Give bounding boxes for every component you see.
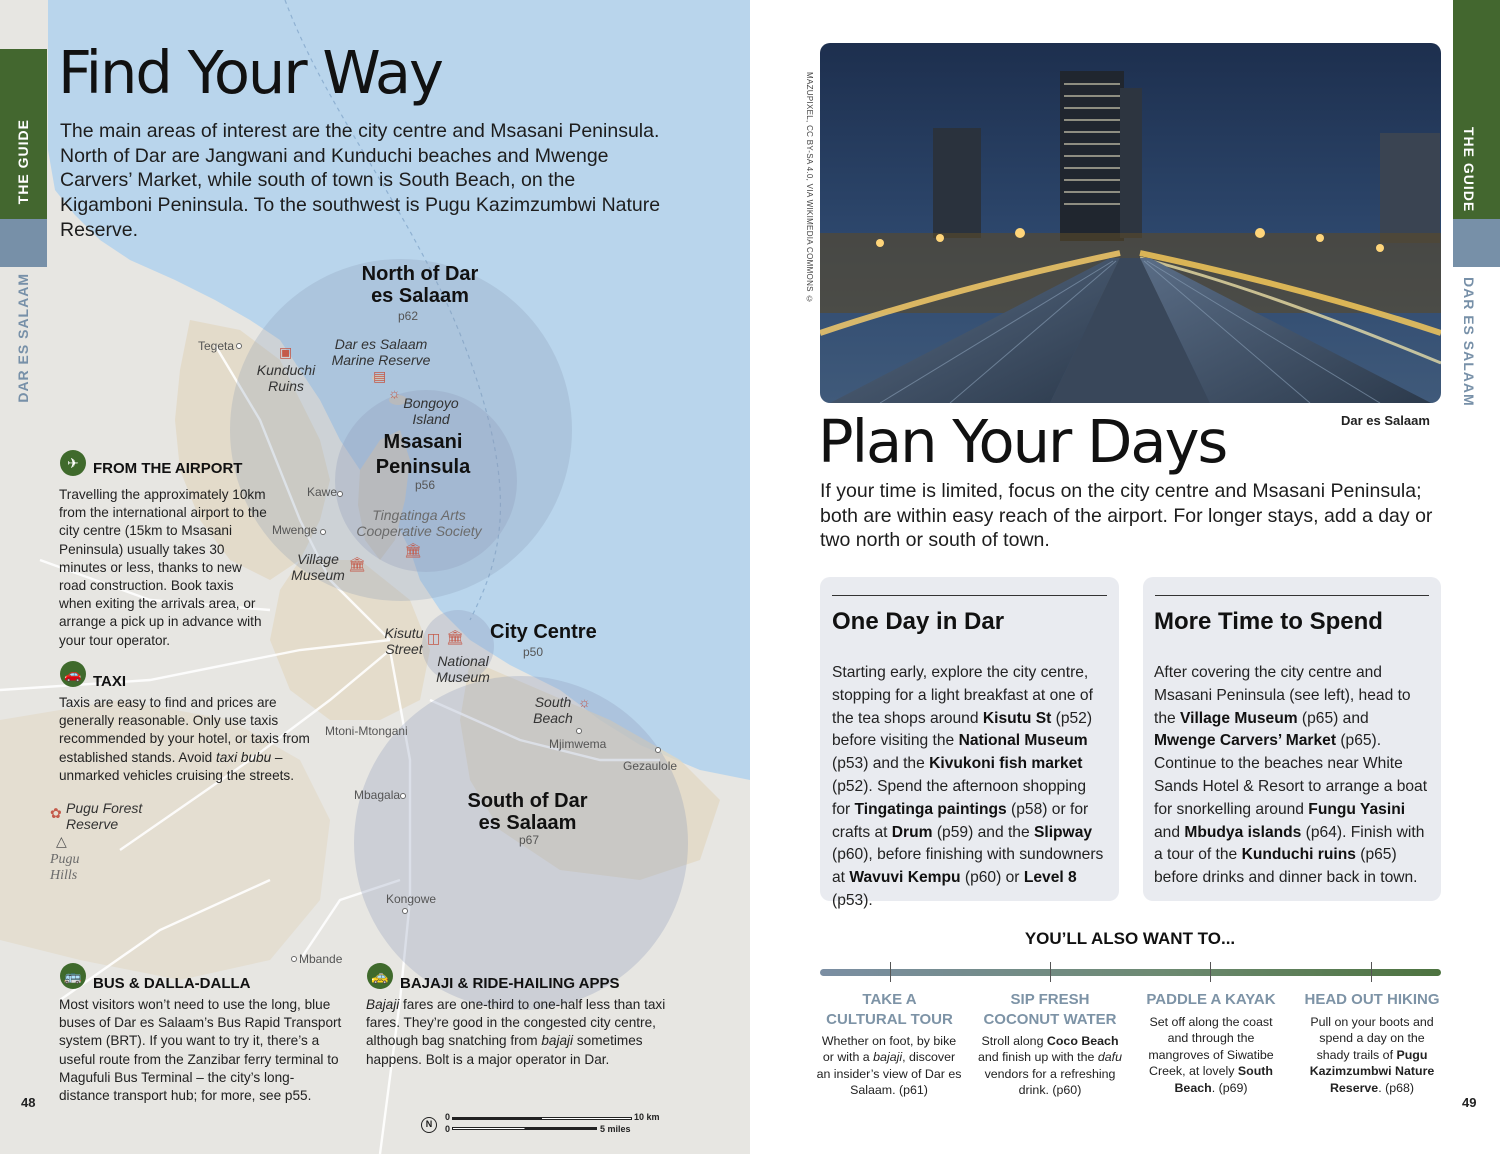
mt-t4: and (1154, 823, 1185, 841)
also-1-title-l1: SIP FRESH (1010, 991, 1090, 1008)
one-day-body (832, 662, 1107, 913)
timeline-tick (1050, 962, 1051, 982)
poi-kunduchi-l2: Ruins (268, 378, 304, 394)
bus-heading: BUS & DALLA-DALLA (93, 975, 251, 992)
also-1-title-l2: COCONUT WATER (983, 1010, 1117, 1028)
od-b2: National Museum (958, 732, 1088, 750)
place-mjimwema-dot (576, 728, 582, 734)
scale-km: 10 km (634, 1112, 660, 1122)
mountain-icon: △ (56, 833, 67, 849)
timeline-tick (1371, 962, 1372, 982)
bajaji-em1: Bajaji (366, 997, 400, 1012)
city-tab (0, 219, 47, 267)
poi-southbeach-l1: South (534, 694, 572, 710)
also-3-title-l1: HEAD OUT HIKING (1304, 991, 1440, 1008)
plan-intro: If your time is limited, focus on the city centre and Msasani Peninsula; both are within easy reach of the airport. For longer stays, add a day or two north or south of town. (820, 480, 1433, 552)
poi-pugu-forest-l1: Pugu Forest (66, 800, 143, 816)
poi-pugu-hills-l1: Pugu (50, 852, 80, 867)
also-item-body (816, 1033, 962, 1099)
bajaji-em2: bajaji (541, 1033, 574, 1049)
also-item-title (812, 990, 967, 1029)
poi-tingatinga-l2: Cooperative Society (356, 523, 482, 539)
also-item-title (1296, 990, 1448, 1010)
od-b8: Level 8 (1023, 869, 1077, 887)
bajaji-t1: fares are one-third to one-half less than taxi fares. They’re good in the congested city centre, although bag snatching from (366, 997, 666, 1049)
poi-marine-reserve (327, 336, 435, 368)
poi-south-beach (530, 694, 576, 726)
city-photo (820, 43, 1441, 403)
also-1-t3: vendors for a refreshing drink. (p60) (984, 1066, 1116, 1098)
poi-tingatinga (352, 507, 486, 539)
area-north-page: p62 (398, 309, 419, 323)
plane-icon: ✈ (60, 450, 86, 476)
od-t7: (p60), before finishing with sundowners at (832, 846, 1104, 887)
mt-t3: (p65). Continue to the beaches near White Sands Hotel & Resort to arrange a boat for snorkelling around (1154, 732, 1428, 818)
od-t3: (p53) and the (832, 755, 930, 773)
poi-pugu-forest-l2: Reserve (66, 816, 119, 832)
place-kongowe: Kongowe (386, 892, 437, 906)
od-b6: Slipway (1033, 823, 1093, 841)
poi-kunduchi (253, 362, 319, 394)
area-north-line2: es Salaam (371, 285, 469, 307)
also-0-t1: Whether on foot, by bike or with a (821, 1034, 957, 1065)
area-city-centre: City Centre (490, 621, 597, 643)
place-mjimwema: Mjimwema (549, 737, 607, 751)
also-1-t2: and finish up with the (978, 1050, 1098, 1065)
bajaji-body (366, 996, 678, 1069)
poi-bongoyo (400, 395, 462, 427)
right-page (750, 0, 1500, 1154)
scale-zero-km: 0 (445, 1112, 451, 1122)
poi-kisutu-l1: Kisutu (384, 625, 424, 641)
od-t9: (p53). (832, 891, 873, 909)
area-city-page: p50 (523, 645, 544, 659)
mt-t2: (p65) and (1297, 709, 1369, 727)
place-kawe-dot (337, 491, 343, 497)
od-b3: Kivukoni fish market (929, 755, 1083, 773)
poi-kunduchi-l1: Kunduchi (256, 362, 316, 378)
od-t5: (p58) or for crafts at (832, 800, 1089, 841)
poi-bongoyo-l2: Island (412, 411, 450, 427)
poi-marine-l1: Dar es Salaam (334, 336, 428, 352)
scale-zero-mi: 0 (445, 1124, 451, 1134)
area-north-line1: North of Dar (361, 263, 479, 285)
od-b7: Wavuvi Kempu (849, 869, 961, 887)
place-mbagala: Mbagala (354, 788, 401, 802)
area-north (335, 263, 505, 307)
airport-heading: FROM THE AIRPORT (93, 460, 243, 477)
guide-tab-label: THE GUIDE (15, 119, 31, 205)
od-t4: (p52). Spend the afternoon shopping for (832, 777, 1087, 818)
photo-caption: Dar es Salaam (1341, 413, 1430, 428)
mt-b2: Mwenge Carvers’ Market (1154, 732, 1337, 750)
od-b1: Kisutu St (982, 709, 1052, 727)
timeline-tick (890, 962, 891, 982)
also-1-em: dafu (1097, 1050, 1122, 1065)
poi-national-l2: Museum (436, 669, 490, 685)
taxi-body-a: Taxis are easy to find and prices are generally reasonable. Only use taxis recommended by your hotel, or taxis from established stands. Avoid (59, 695, 310, 765)
also-2-t2: . (p69) (1211, 1080, 1248, 1095)
mt-b4: Mbudya islands (1184, 823, 1302, 841)
od-b4: Tingatinga paintings (854, 800, 1007, 818)
bajaji-heading: BAJAJI & RIDE-HAILING APPS (400, 975, 620, 992)
place-gezaulole-dot (655, 747, 661, 753)
poi-pugu-hills (50, 852, 80, 884)
place-mwenge: Mwenge (272, 523, 318, 537)
bus-body: Most visitors won’t need to use the long, blue buses of Dar es Salaam’s Bus Rapid Transport system (BRT). If you want to try it, there’s a useful route from the Zanzibar ferry terminal to Magufuli Bus Terminal – the city’s long-distance transport hub; for more, see p55. (59, 997, 342, 1104)
place-tegeta-dot (236, 343, 242, 349)
more-time-rule (1155, 595, 1429, 596)
also-0-title-l1: TAKE A (862, 991, 917, 1008)
also-3-b: Pugu Kazimzumbwi Nature Reserve (1309, 1047, 1435, 1095)
bajaji-t2: sometimes happens. Bolt is a major operator in Dar. (366, 1033, 643, 1067)
also-0-t2: , discover an insider’s view of Dar es Salaam. (p61) (816, 1050, 962, 1098)
also-2-t1: Set off along the coast and through the mangroves of Siwatibe Creek, at lovely (1148, 1015, 1274, 1079)
also-3-t1: Pull on your boots and spend a day on the shady trails of (1310, 1015, 1434, 1062)
ruins-icon: ▣ (279, 344, 293, 360)
od-b5: Drum (891, 823, 933, 841)
mt-t1: After covering the city centre and Msasani Peninsula (see left), head to the (1154, 664, 1411, 727)
place-mbande-dot (291, 956, 297, 962)
poi-southbeach-l2: Beach (533, 710, 573, 726)
scale-miles: 5 miles (600, 1124, 631, 1134)
page-number-right: 49 (1462, 1095, 1477, 1110)
mt-b5: Kunduchi ruins (1241, 846, 1356, 864)
taxi-body-em: taxi bubu (215, 749, 272, 765)
south-beach-icon: ☼ (578, 694, 591, 710)
also-1-b: Coco Beach (1046, 1034, 1119, 1048)
area-south-page: p67 (519, 833, 540, 847)
place-kongowe-dot (402, 908, 408, 914)
also-item-body (972, 1033, 1128, 1099)
timeline-tick (1210, 962, 1211, 982)
poi-village-museum (288, 551, 348, 583)
reserve-icon: ▤ (373, 368, 387, 384)
also-item-body (1140, 1014, 1282, 1096)
place-mbagala-dot (400, 793, 406, 799)
also-item-body (1302, 1014, 1442, 1096)
one-day-rule (832, 595, 1107, 596)
poi-bongoyo-l1: Bongoyo (403, 395, 459, 411)
poi-village-l2: Museum (291, 567, 345, 583)
place-mtoni: Mtoni-Mtongani (325, 724, 408, 738)
area-msasani-page: p56 (415, 478, 436, 492)
od-t8: (p60) or (960, 869, 1024, 887)
city-tab-label: DAR ES SALAAM (15, 273, 31, 403)
place-tegeta: Tegeta (198, 339, 235, 353)
area-msasani (343, 431, 503, 478)
plan-title: Plan Your Days (818, 407, 1227, 476)
also-0-title-l2: CULTURAL TOUR (826, 1010, 953, 1028)
taxi-heading: TAXI (93, 673, 127, 690)
city-tab-right (1453, 219, 1500, 267)
poi-kisutu (381, 625, 427, 657)
mt-b1: Village Museum (1180, 709, 1298, 727)
hiking-icon: ✿ (50, 805, 62, 821)
taxi-body (59, 694, 319, 785)
city-tab-right-label: DAR ES SALAAM (1461, 277, 1477, 407)
also-2-title-l1: PADDLE A KAYAK (1146, 991, 1276, 1008)
scale-bar-km (452, 1117, 632, 1120)
place-mbande: Mbande (299, 952, 343, 966)
poi-kisutu-l2: Street (385, 641, 423, 657)
village-museum-icon: 🏛 (348, 556, 366, 572)
also-2-b: South Beach (1174, 1064, 1273, 1095)
page-title: Find Your Way (58, 38, 442, 107)
more-time-title: More Time to Spend (1154, 608, 1383, 635)
place-mwenge-dot (320, 529, 326, 535)
place-gezaulole: Gezaulole (623, 759, 678, 773)
page-number-left: 48 (21, 1095, 36, 1110)
poi-tingatinga-l1: Tingatinga Arts (372, 507, 466, 523)
scale-bar-miles (452, 1127, 597, 1130)
also-item-title (972, 990, 1128, 1029)
area-south-line1: South of Dar (467, 790, 588, 812)
car-icon: 🚗 (60, 661, 86, 687)
mt-t5: (p64). Finish with a tour of the (1154, 823, 1425, 864)
poi-pugu-hills-l2: Hills (50, 868, 78, 883)
also-1-t1: Stroll along (981, 1034, 1047, 1048)
also-3-t2: . (p68) (1378, 1080, 1415, 1095)
od-t1: Starting early, explore the city centre, stopping for a light breakfast at one of the tea shops around (832, 664, 1093, 727)
airport-body: Travelling the approximately 10km from the international airport to the city centre (15km to Msasani Peninsula) usually takes 30 minutes or less, thanks to new road construction. Book taxis when exiting the arrivals area, or arrange a pick up in advance with your tour operator. (59, 487, 267, 648)
more-time-body (1154, 662, 1432, 890)
poi-national-museum (432, 653, 494, 685)
guide-tab-right-label: THE GUIDE (1461, 127, 1477, 213)
bus-icon: 🚌 (60, 963, 86, 989)
mt-b3: Fungu Yasini (1308, 800, 1406, 818)
place-kawe: Kawe (307, 485, 338, 499)
area-msasani-line1: Msasani (383, 431, 463, 453)
compass-icon (421, 1117, 437, 1133)
beach-icon: ☼ (388, 385, 401, 401)
rickshaw-icon: 🚕 (367, 963, 393, 989)
poi-marine-l2: Marine Reserve (331, 352, 431, 368)
national-museum-icon: 🏛 (446, 629, 464, 645)
mt-t6: (p65) before drinks and dinner back in town. (1154, 846, 1418, 887)
area-msasani-line2: Peninsula (375, 456, 471, 478)
area-south-line2: es Salaam (478, 812, 577, 834)
one-day-title: One Day in Dar (832, 608, 1005, 635)
poi-pugu-forest (66, 800, 142, 832)
also-timeline-bar (820, 969, 1441, 976)
poi-national-l1: National (437, 653, 489, 669)
taxi-body-b: – unmarked vehicles cruising the streets. (59, 749, 294, 783)
intro-text: The main areas of interest are the city centre and Msasani Peninsula. North of Dar are Jangwani and Kunduchi beaches and Mwenge Carvers’ Market, while south of town is South Beach, on the Kigamboni Peninsula. To the southwest is Pugu Kazimzumbwi Nature Reserve. (60, 120, 661, 241)
city-photo-image (820, 43, 1441, 403)
area-south (445, 790, 610, 834)
poi-village-l1: Village (297, 551, 339, 567)
od-t6: (p59) and the (932, 823, 1034, 841)
also-heading: YOU’LL ALSO WANT TO... (1024, 929, 1236, 948)
shopping-icon: ◫ (427, 630, 441, 646)
od-t2: (p52) before visiting the (832, 709, 1093, 750)
museum-icon: 🏛 (404, 542, 422, 558)
photo-credit: MAZUPIXEL, CC BY-SA 4.0, VIA WIKIMEDIA COMMONS © (805, 72, 814, 304)
compass-n: N (425, 1119, 433, 1129)
also-item-title (1136, 990, 1286, 1010)
also-0-em: bajaji (873, 1050, 903, 1065)
